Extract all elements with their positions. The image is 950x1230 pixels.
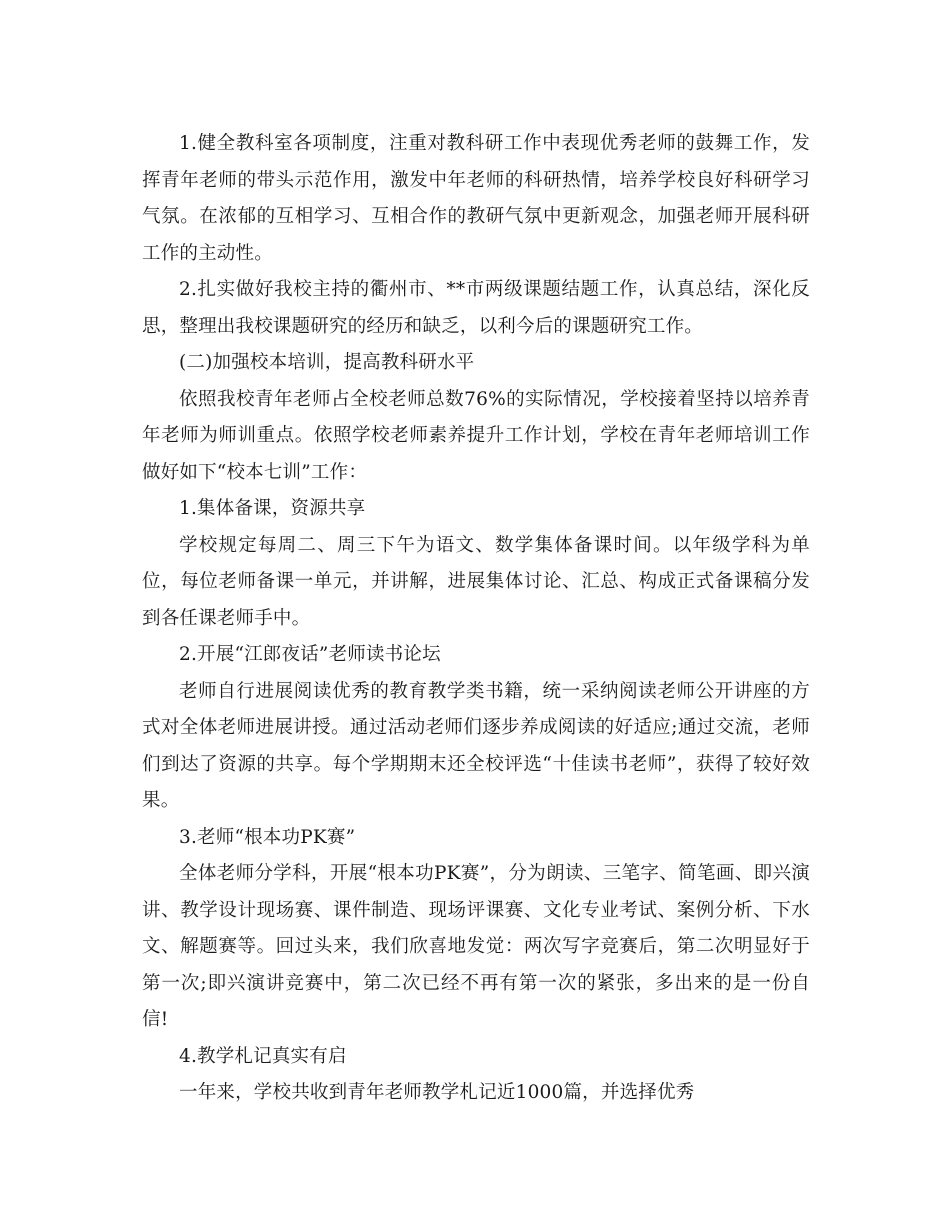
paragraph-6: 全体老师分学科，开展“根本功PK赛”，分为朗读、三笔字、简笔画、即兴演讲、教学设计现场赛、课件制造、现场评课赛、文化专业考试、案例分析、下水文、解题赛等。回过头来，我们欣喜地发觉：两次写字竞赛后，第二次明显好于第一次;即兴演讲竞赛中，第二次已经不再有第一次的紧张，多出来的是一份自信! [142,863,810,1030]
paragraph-2: 2.扎实做好我校主持的衢州市、**市两级课题结题工作，认真总结，深化反思，整理出我校课题研究的经历和缺乏，以利今后的课题研究工作。 [142,279,810,337]
paragraph-1: 1.健全教科室各项制度，注重对教科研工作中表现优秀老师的鼓舞工作，发挥青年老师的带头示范作用，激发中年老师的科研热情，培养学校良好科研学习气氛。在浓郁的互相学习、互相合作的教研气氛中更新观念，加强老师开展科研工作的主动性。 [142,133,810,264]
section-heading-2: (二)加强校本培训，提高教科研水平 [179,352,475,373]
paragraph-3: 依照我校青年老师占全校老师总数76%的实际情况，学校接着坚持以培养青年老师为师训重点。依照学校老师素养提升工作计划，学校在青年老师培训工作做好如下“校本七训”工作： [142,388,810,483]
paragraph-4: 学校规定每周二、周三下午为语文、数学集体备课时间。以年级学科为单位，每位老师备课一单元，并讲解，进展集体讨论、汇总、构成正式备课稿分发到各任课老师手中。 [142,534,810,629]
subheading-collective-lesson-prep: 1.集体备课，资源共享 [179,498,366,519]
paragraph-5: 老师自行进展阅读优秀的教育教学类书籍，统一采纳阅读老师公开讲座的方式对全体老师进展讲授。通过活动老师们逐步养成阅读的好适应;通过交流，老师们到达了资源的共享。每个学期期末还全校评选“十佳读书老师”，获得了较好效果。 [142,680,810,811]
document-body [142,126,810,1112]
paragraph-7: 一年来，学校共收到青年老师教学札记近1000篇，并选择优秀 [179,1082,695,1103]
subheading-reading-forum: 2.开展“江郎夜话”老师读书论坛 [179,644,441,665]
subheading-teaching-notes: 4.教学札记真实有启 [179,1045,347,1067]
subheading-skills-pk: 3.老师“根本功PK赛” [179,826,356,848]
